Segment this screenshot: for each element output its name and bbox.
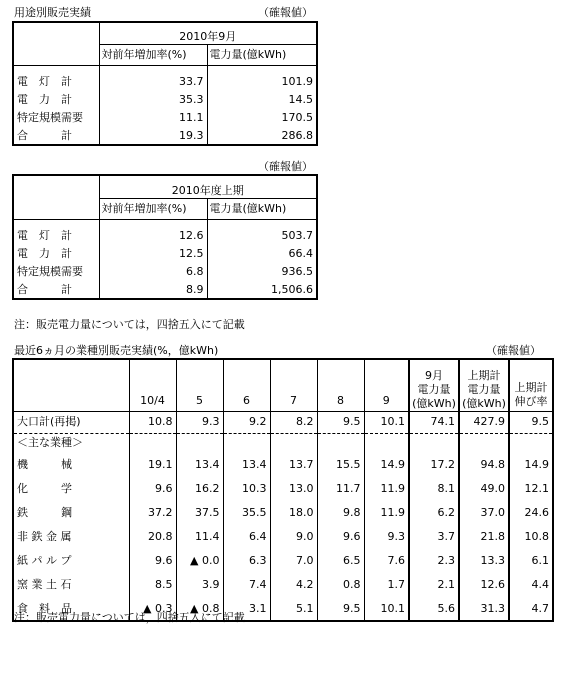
h1-power-cell: 12.6 (459, 573, 509, 597)
value-cell: 10.1 (364, 411, 409, 433)
h1-power-cell: 21.8 (459, 525, 509, 549)
value-cell: 11.9 (364, 501, 409, 525)
value-cell: 3.1 (223, 597, 270, 621)
power-cell: 66.4 (207, 245, 317, 263)
value-cell: 8.2 (270, 411, 317, 433)
power-cell: 101.9 (207, 73, 317, 91)
value-cell: 9.2 (223, 411, 270, 433)
value-cell: 10.3 (223, 477, 270, 501)
month-header: 6 (223, 359, 270, 411)
value-cell: 15.5 (317, 453, 364, 477)
h1-power-cell: 49.0 (459, 477, 509, 501)
section1-title: 用途別販売実績 (14, 6, 91, 19)
industry-sales-table (12, 358, 554, 622)
section2-status: （確報値） (258, 160, 313, 173)
value-cell: ▲ 0.8 (176, 597, 223, 621)
row-label: 紙 パ ル プ (13, 549, 129, 573)
h1-growth-cell: 9.5 (509, 411, 553, 433)
month-header: 7 (270, 359, 317, 411)
group-label: ＜主な業種＞ (13, 433, 129, 453)
sep-power-cell: 74.1 (409, 411, 459, 433)
row-label: 合 計 (13, 127, 99, 145)
value-cell: 9.6 (317, 525, 364, 549)
row-label: 電 力 計 (13, 91, 99, 109)
usage-sales-table-monthly (12, 21, 318, 146)
value-cell: 3.9 (176, 573, 223, 597)
row-label: 化 学 (13, 477, 129, 501)
table-row (13, 227, 317, 245)
sep-power-cell: 2.3 (409, 549, 459, 573)
section2-note: 注：販売電力量については，四捨五入にて記載 (14, 318, 245, 331)
value-cell: 6.5 (317, 549, 364, 573)
sep-power-cell: 8.1 (409, 477, 459, 501)
h1-growth-cell: 12.1 (509, 477, 553, 501)
sep-power-cell: 17.2 (409, 453, 459, 477)
value-cell: 9.3 (176, 411, 223, 433)
sep-power-cell: 2.1 (409, 573, 459, 597)
value-cell: 9.3 (364, 525, 409, 549)
section2-col-power: 電力量(億kWh) (207, 198, 317, 219)
row-label: 合 計 (13, 281, 99, 299)
table-row (13, 573, 553, 597)
value-cell: 20.8 (129, 525, 176, 549)
value-cell: 14.9 (364, 453, 409, 477)
value-cell: 13.4 (223, 453, 270, 477)
section3-status: （確報値） (486, 344, 541, 357)
value-cell: 0.8 (317, 573, 364, 597)
total-row (13, 411, 553, 433)
value-cell: 1.7 (364, 573, 409, 597)
table-row (13, 281, 317, 299)
industry-rows (13, 453, 553, 621)
value-cell: 9.5 (317, 411, 364, 433)
power-cell: 1,506.6 (207, 281, 317, 299)
h1-growth-header: 上期計 伸び率 (509, 359, 553, 411)
table-row (13, 453, 553, 477)
value-cell: 7.6 (364, 549, 409, 573)
value-cell: 9.8 (317, 501, 364, 525)
table-row (13, 91, 317, 109)
h1-growth-cell: 14.9 (509, 453, 553, 477)
value-cell: 4.2 (270, 573, 317, 597)
value-cell: 9.6 (129, 549, 176, 573)
sep-power-cell: 3.7 (409, 525, 459, 549)
value-cell: 35.5 (223, 501, 270, 525)
section3-title: 最近6ヵ月の業種別販売実績(%，億kWh) (14, 344, 219, 357)
value-cell: 9.6 (129, 477, 176, 501)
row-label: 特定規模需要 (13, 109, 99, 127)
value-cell: 8.5 (129, 573, 176, 597)
power-cell: 286.8 (207, 127, 317, 145)
growth-cell: 8.9 (99, 281, 207, 299)
value-cell: 9.0 (270, 525, 317, 549)
table-row (13, 263, 317, 281)
value-cell: ▲ 0.0 (176, 549, 223, 573)
value-cell: 6.3 (223, 549, 270, 573)
h1-growth-cell: 24.6 (509, 501, 553, 525)
row-label: 特定規模需要 (13, 263, 99, 281)
h1-power-cell: 37.0 (459, 501, 509, 525)
table-row (13, 109, 317, 127)
value-cell: 11.7 (317, 477, 364, 501)
table-row (13, 127, 317, 145)
value-cell: 5.1 (270, 597, 317, 621)
value-cell: ▲ 0.3 (129, 597, 176, 621)
value-cell: 7.4 (223, 573, 270, 597)
h1-growth-cell: 10.8 (509, 525, 553, 549)
power-cell: 503.7 (207, 227, 317, 245)
row-label: 電 灯 計 (13, 73, 99, 91)
sep-power-cell: 5.6 (409, 597, 459, 621)
value-cell: 18.0 (270, 501, 317, 525)
sep-power-header: 9月 電力量 (億kWh) (409, 359, 459, 411)
value-cell: 9.5 (317, 597, 364, 621)
section1-col-power: 電力量(億kWh) (207, 44, 317, 65)
section2-col-growth: 対前年増加率(%) (99, 198, 207, 219)
row-label: 機 械 (13, 453, 129, 477)
h1-power-cell: 427.9 (459, 411, 509, 433)
value-cell: 16.2 (176, 477, 223, 501)
value-cell: 19.1 (129, 453, 176, 477)
value-cell: 7.0 (270, 549, 317, 573)
value-cell: 13.0 (270, 477, 317, 501)
h1-power-cell: 94.8 (459, 453, 509, 477)
month-header: 9 (364, 359, 409, 411)
section1-col-growth: 対前年増加率(%) (99, 44, 207, 65)
section1-period: 2010年9月 (99, 22, 317, 44)
h1-growth-cell: 4.7 (509, 597, 553, 621)
row-label: 鉄 鋼 (13, 501, 129, 525)
value-cell: 13.7 (270, 453, 317, 477)
value-cell: 6.4 (223, 525, 270, 549)
growth-cell: 35.3 (99, 91, 207, 109)
row-label: 食 料 品 (13, 597, 129, 621)
h1-growth-cell: 6.1 (509, 549, 553, 573)
table-row (13, 245, 317, 263)
table-row (13, 525, 553, 549)
row-label: 大口計(再掲) (13, 411, 129, 433)
h1-power-header: 上期計 電力量 (億kWh) (459, 359, 509, 411)
h1-growth-cell: 4.4 (509, 573, 553, 597)
value-cell: 10.1 (364, 597, 409, 621)
growth-cell: 6.8 (99, 263, 207, 281)
value-cell: 10.8 (129, 411, 176, 433)
sep-power-cell: 6.2 (409, 501, 459, 525)
value-cell: 13.4 (176, 453, 223, 477)
table-row (13, 477, 553, 501)
row-label: 非 鉄 金 属 (13, 525, 129, 549)
table-row (13, 549, 553, 573)
row-label: 電 力 計 (13, 245, 99, 263)
h1-power-cell: 31.3 (459, 597, 509, 621)
table-row (13, 73, 317, 91)
value-cell: 11.4 (176, 525, 223, 549)
row-label: 窯 業 土 石 (13, 573, 129, 597)
row-label: 電 灯 計 (13, 227, 99, 245)
table-row (13, 501, 553, 525)
power-cell: 14.5 (207, 91, 317, 109)
growth-cell: 19.3 (99, 127, 207, 145)
month-header: 5 (176, 359, 223, 411)
section1-status: （確報値） (258, 6, 313, 19)
growth-cell: 11.1 (99, 109, 207, 127)
value-cell: 37.2 (129, 501, 176, 525)
section2-period: 2010年度上期 (99, 175, 317, 198)
usage-sales-table-half-year (12, 174, 318, 300)
power-cell: 936.5 (207, 263, 317, 281)
growth-cell: 33.7 (99, 73, 207, 91)
month-header: 8 (317, 359, 364, 411)
value-cell: 37.5 (176, 501, 223, 525)
h1-power-cell: 13.3 (459, 549, 509, 573)
power-cell: 170.5 (207, 109, 317, 127)
growth-cell: 12.5 (99, 245, 207, 263)
month-header: 10/4 (129, 359, 176, 411)
growth-cell: 12.6 (99, 227, 207, 245)
value-cell: 11.9 (364, 477, 409, 501)
section3-note: 注：販売電力量については，四捨五入にて記載 (14, 611, 245, 624)
